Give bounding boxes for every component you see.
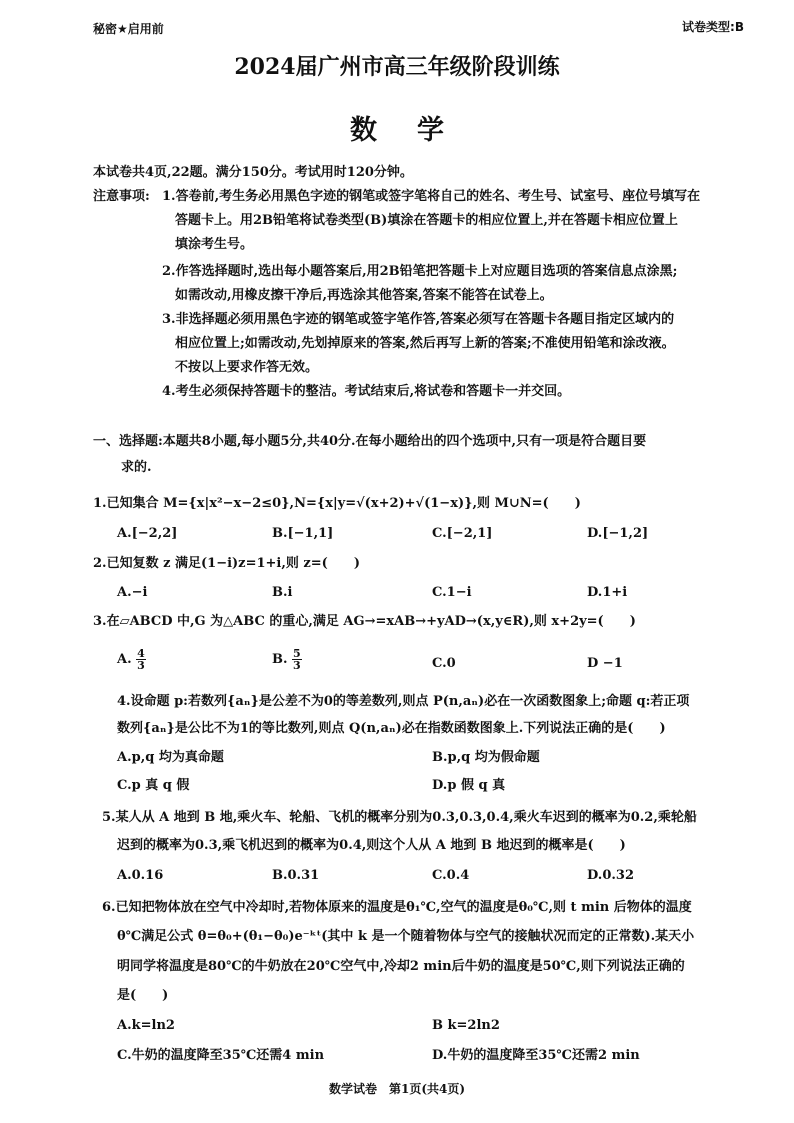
- note-line: 1.答卷前,考生务必用黑色字迹的钢笔或签字笔将自己的姓名、考生号、试室号、座位号填写在: [162, 189, 701, 204]
- question-4-option-b: B.p,q 均为假命题: [432, 750, 540, 765]
- question-6-stem-line2: θ℃满足公式 θ=θ₀+(θ₁−θ₀)e⁻ᵏᵗ(其中 k 是一个随着物体与空气的接触状况而定的正常数).某天小: [117, 929, 695, 944]
- question-4-stem-line1: 4.设命题 p:若数列{aₙ}是公差不为0的等差数列,则点 P(n,aₙ)必在一次函数图象上;命题 q:若正项: [117, 694, 690, 709]
- fraction-five-thirds: [292, 648, 302, 671]
- question-5-option-d: D.0.32: [587, 868, 634, 883]
- question-5-option-a: A.0.16: [117, 868, 164, 883]
- note-line: 填涂考生号。: [175, 237, 254, 252]
- fraction-numerator: 5: [293, 647, 301, 660]
- note-line: 相应位置上;如需改动,先划掉原来的答案,然后再写上新的答案;不准使用铅笔和涂改液。: [175, 336, 675, 351]
- question-1-option-a: A.[−2,2]: [117, 526, 178, 541]
- option-b-label: B.: [272, 652, 288, 667]
- question-2-stem: 2.已知复数 z 满足(1−i)z=1+i,则 z=( ): [93, 556, 360, 571]
- question-3-stem: 3.在▱ABCD 中,G 为△ABC 的重心,满足 AG→=xAB→+yAD→(x,y∈R),则 x+2y=( ): [93, 614, 636, 629]
- question-4-option-a: A.p,q 均为真命题: [117, 750, 224, 765]
- question-5-option-c: C.0.4: [432, 868, 470, 883]
- question-6-stem-line3: 明同学将温度是80℃的牛奶放在20℃空气中,冷却2 min后牛奶的温度是50℃,则下列说法正确的: [117, 959, 685, 974]
- question-1-stem: 1.已知集合 M={x|x²−x−2≤0},N={x|y=√(x+2)+√(1−x)},则 M∪N=( ): [93, 496, 581, 511]
- note-line: 4.考生必须保持答题卡的整洁。考试结束后,将试卷和答题卡一并交回。: [162, 384, 571, 399]
- fraction-four-thirds: [136, 648, 146, 671]
- paper-type-label: 试卷类型:B: [682, 20, 744, 34]
- question-2-option-b: B.i: [272, 585, 293, 600]
- question-2-option-c: C.1−i: [432, 585, 472, 600]
- question-5-option-b: B.0.31: [272, 868, 320, 883]
- question-3-option-d: D −1: [587, 656, 623, 671]
- question-6-option-b: B k=2ln2: [432, 1018, 500, 1033]
- option-a-label: A.: [117, 652, 132, 667]
- notes-label: 注意事项:: [93, 189, 150, 204]
- question-1-option-d: D.[−1,2]: [587, 526, 649, 541]
- question-6-option-a: A.k=ln2: [117, 1018, 175, 1033]
- fraction-denominator: 3: [293, 659, 301, 672]
- exam-summary: 本试卷共4页,22题。满分150分。考试用时120分钟。: [93, 165, 413, 180]
- question-6-option-c: C.牛奶的温度降至35℃还需4 min: [117, 1048, 325, 1063]
- question-6-stem-line4: 是( ): [117, 988, 169, 1003]
- question-2-option-d: D.1+i: [587, 585, 628, 600]
- note-line: 2.作答选择题时,选出每小题答案后,用2B铅笔把答题卡上对应题目选项的答案信息点涂黑;: [162, 264, 678, 279]
- question-3-option-a: [117, 648, 146, 671]
- confidential-label: 秘密★启用前: [93, 22, 164, 36]
- subject-title: 数学: [350, 115, 484, 146]
- question-6-stem-line1: 6.已知把物体放在空气中冷却时,若物体原来的温度是θ₁℃,空气的温度是θ₀℃,则 t min 后物体的温度: [102, 900, 692, 915]
- note-line: 3.非选择题必须用黑色字迹的钢笔或签字笔作答,答案必须写在答题卡各题目指定区域内的: [162, 312, 675, 327]
- question-4-option-d: D.p 假 q 真: [432, 778, 506, 793]
- question-1-option-b: B.[−1,1]: [272, 526, 334, 541]
- question-2-option-a: A.−i: [117, 585, 148, 600]
- question-6-option-d: D.牛奶的温度降至35℃还需2 min: [432, 1048, 640, 1063]
- section-heading-cont: 求的.: [121, 460, 152, 475]
- note-line: 如需改动,用橡皮擦干净后,再选涂其他答案,答案不能答在试卷上。: [175, 288, 553, 303]
- exam-title: 2024届广州市高三年级阶段训练: [234, 54, 560, 80]
- question-1-option-c: C.[−2,1]: [432, 526, 493, 541]
- fraction-denominator: 3: [137, 659, 145, 672]
- question-5-stem-line2: 迟到的概率为0.3,乘飞机迟到的概率为0.4,则这个人从 A 地到 B 地迟到的概率是( ): [117, 838, 626, 853]
- page-footer: 数学试卷 第1页(共4页): [328, 1082, 466, 1096]
- note-line: 答题卡上。用2B铅笔将试卷类型(B)填涂在答题卡的相应位置上,并在答题卡相应位置上: [175, 213, 678, 228]
- question-4-stem-line2: 数列{aₙ}是公比不为1的等比数列,则点 Q(n,aₙ)必在指数函数图象上.下列说法正确的是( ): [117, 721, 666, 736]
- fraction-numerator: 4: [137, 647, 145, 660]
- question-3-option-c: C.0: [432, 656, 456, 671]
- question-4-option-c: C.p 真 q 假: [117, 778, 190, 793]
- question-5-stem-line1: 5.某人从 A 地到 B 地,乘火车、轮船、飞机的概率分别为0.3,0.3,0.4,乘火车迟到的概率为0.2,乘轮船: [102, 810, 697, 825]
- section-heading: 一、选择题:本题共8小题,每小题5分,共40分.在每小题给出的四个选项中,只有一项是符合题目要: [93, 434, 647, 449]
- question-3-option-b: [272, 648, 302, 671]
- note-line: 不按以上要求作答无效。: [175, 360, 319, 375]
